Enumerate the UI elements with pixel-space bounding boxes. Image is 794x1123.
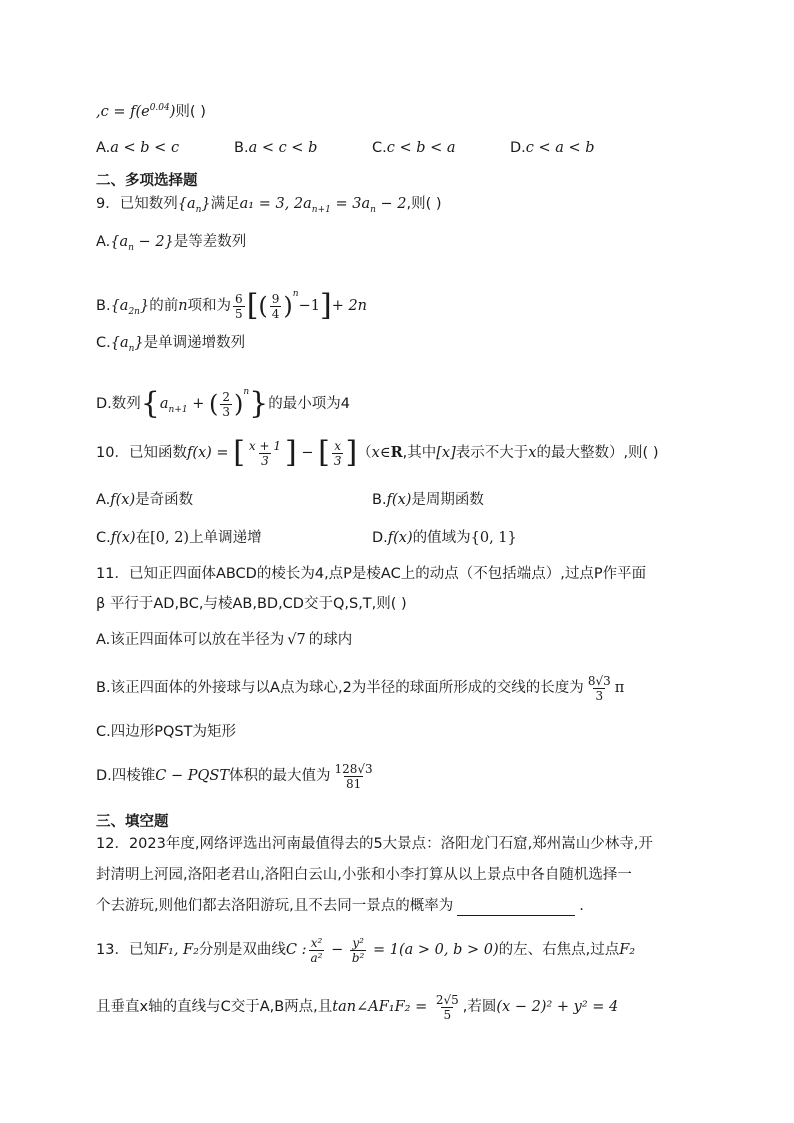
q10-text: 的最大整数）,则( ) <box>536 445 659 461</box>
option-text: 在 <box>135 530 151 546</box>
option-sub: n <box>128 343 135 354</box>
option-label: A. <box>96 234 111 250</box>
denominator: 81 <box>345 776 362 791</box>
c-def-math: ,c = f(e <box>96 103 150 120</box>
option-sub: n <box>128 242 134 253</box>
q10-option-d <box>372 528 517 548</box>
seq-math: {a <box>177 196 196 212</box>
cond-sub: n+1 <box>311 204 331 215</box>
denominator: 4 <box>271 306 280 321</box>
option-math: f(x) <box>386 492 412 508</box>
q10-stem <box>96 433 659 473</box>
bracket: ] <box>319 288 332 323</box>
option-text: 是等差数列 <box>173 234 247 250</box>
option-text: 的值域为 <box>412 530 471 546</box>
numerator: 9 <box>271 291 280 306</box>
option-sub: 2n <box>128 306 140 317</box>
bracket: ] <box>285 435 297 470</box>
fraction <box>350 936 367 965</box>
q10-option-a <box>96 490 193 510</box>
option-math: {a <box>110 298 129 314</box>
denominator: 3 <box>333 453 342 468</box>
option-text: 是周期函数 <box>411 492 484 508</box>
option-label: C. <box>372 140 387 156</box>
option-text: D.四棱锥 <box>96 768 156 784</box>
frag-option-b <box>234 138 317 158</box>
q13-text: 且垂直x轴的直线与C交于A,B两点,且 <box>96 999 333 1015</box>
section-3-title: 三、填空题 <box>96 814 169 830</box>
option-label: A. <box>96 140 111 156</box>
q11-stem-line2: β 平行于AD,BC,与棱AB,BD,CD交于Q,S,T,则( ) <box>96 596 407 612</box>
option-text: 是单调递增数列 <box>143 335 246 351</box>
q11-option-a <box>96 630 352 650</box>
option-math: f(x) <box>110 492 136 508</box>
denominator: 3 <box>595 688 604 703</box>
q13-line2 <box>96 985 618 1029</box>
option-math: {0, 1} <box>470 530 517 546</box>
option-math: c < b < a <box>386 140 456 156</box>
fraction <box>220 390 232 419</box>
cond-math: = 3a <box>330 196 371 212</box>
q13-line1 <box>96 928 635 972</box>
numerator: x² <box>310 935 323 950</box>
numerator: x <box>334 438 342 453</box>
q10-option-b <box>372 490 484 510</box>
numerator: 2√5 <box>435 992 459 1007</box>
option-label: B. <box>234 140 249 156</box>
numerator: 6 <box>235 291 243 306</box>
option-label: D. <box>96 396 112 412</box>
reals-symbol: R <box>390 444 403 461</box>
option-math: a < c < b <box>248 140 318 156</box>
option-text: 上单调递增 <box>189 530 262 546</box>
numerator: 128√3 <box>334 761 373 776</box>
option-label: B. <box>96 298 111 314</box>
q12-line2: 封清明上河园,洛阳老君山,洛阳白云山,小张和小李打算从以上景点中各自随机选择一 <box>96 867 632 883</box>
q9-option-b <box>96 272 367 334</box>
denominator: 5 <box>443 1007 452 1022</box>
numerator: x + 1 <box>248 438 281 453</box>
frag-option-a <box>96 138 179 158</box>
seq-sub: n <box>195 204 202 215</box>
paren: ) <box>234 390 244 418</box>
option-math: C − PQST <box>155 768 229 784</box>
function-math: f(x) = <box>186 445 234 461</box>
exponent: n <box>243 387 250 397</box>
q11-option-c: C.四边形PQST为矩形 <box>96 724 236 740</box>
q9-text: ,则( ) <box>406 196 442 212</box>
option-math: a <box>159 396 169 412</box>
bracket: [ <box>318 435 330 470</box>
option-math: a < b < c <box>110 140 180 156</box>
q13-math: F₁, F₂ <box>157 942 199 958</box>
option-math: } <box>134 335 144 351</box>
q9-stem <box>96 194 442 220</box>
q13-text: 13．已知 <box>96 942 158 958</box>
fraction <box>309 936 325 965</box>
q13-math: tan∠AF₁F₂ = <box>332 999 432 1015</box>
option-math: {a <box>110 234 129 250</box>
bracket: [ <box>233 435 245 470</box>
q10-text: （ <box>357 445 372 461</box>
fraction <box>434 993 461 1022</box>
option-text: 的前 <box>149 298 179 314</box>
q13-math: C : <box>285 942 307 958</box>
q9-text: 满足 <box>210 196 240 212</box>
numerator: y² <box>352 935 364 950</box>
option-text: 项和为 <box>187 298 232 314</box>
q10-text: 表示不大于 <box>455 445 529 461</box>
frag-option-d <box>510 138 595 158</box>
q9-text: 已知数列 <box>119 196 178 212</box>
denominator: 3 <box>261 453 269 468</box>
option-math: [0, 2) <box>150 530 190 546</box>
fraction <box>247 439 283 468</box>
fraction <box>233 292 245 321</box>
q9-option-d <box>96 370 350 432</box>
cond-math: a₁ = 3, 2a <box>239 196 312 212</box>
q12-text: 个去游玩,则他们都去洛阳游玩,且不去同一景点的概率为 <box>96 898 454 914</box>
denominator: 5 <box>235 306 243 321</box>
option-label: C. <box>96 335 111 351</box>
q12-text: . <box>579 898 584 914</box>
function-math: x∈ <box>371 445 391 461</box>
paren: ( <box>258 292 268 320</box>
option-math: − 2} <box>133 234 174 250</box>
numerator: 2 <box>222 389 230 404</box>
option-math: π <box>614 680 625 696</box>
option-label: D. <box>372 530 388 546</box>
then-text: 则( ) <box>175 103 206 120</box>
numerator: 8√3 <box>587 673 611 688</box>
function-math: x <box>528 445 537 461</box>
fraction <box>332 439 344 468</box>
question-number: 9． <box>96 196 120 212</box>
function-math: [x] <box>436 445 456 461</box>
option-math: √7 <box>287 632 306 648</box>
q13-text: ,若圆 <box>462 999 497 1015</box>
answer-blank[interactable] <box>457 901 575 916</box>
option-text: 体积的最大值为 <box>229 768 331 784</box>
section-2-title: 二、多项选择题 <box>96 173 198 189</box>
option-text: 的球内 <box>308 632 353 648</box>
seq-close: } <box>201 196 211 212</box>
option-math: f(x) <box>110 530 136 546</box>
paren: ) <box>283 292 293 320</box>
question-number: 10． <box>96 445 129 461</box>
option-math: n <box>178 298 188 314</box>
option-math: } <box>139 298 150 314</box>
denominator: a² <box>310 950 323 965</box>
bracket: [ <box>246 288 259 323</box>
frag-option-c <box>372 138 456 158</box>
cond-math: − 2 <box>375 196 407 212</box>
option-math: −1 <box>298 298 320 314</box>
function-math: − <box>296 445 319 461</box>
q10-text: ,其中 <box>402 445 437 461</box>
exponent: n <box>292 289 299 299</box>
option-math: + 2n <box>331 298 368 314</box>
bracket: ] <box>345 435 358 470</box>
q11-option-b <box>96 666 624 710</box>
q9-option-c <box>96 333 245 359</box>
cond-sub: n <box>370 204 376 215</box>
option-math: c < a < b <box>525 140 595 156</box>
q13-math: (x − 2)² + y² = 4 <box>496 999 619 1015</box>
q13-text: 分别是双曲线 <box>198 942 286 958</box>
q9-option-a <box>96 232 246 258</box>
option-text: B.该正四面体的外接球与以A点为球心,2为半径的球面所形成的交线的长度为 <box>96 680 584 696</box>
q12-line1: 12．2023年度,网络评选出河南最值得去的5大景点：洛阳龙门石窟,郑州嵩山少林寺,开 <box>96 836 653 852</box>
option-sub: n+1 <box>168 404 188 415</box>
c-exp: 0.04 <box>149 103 170 113</box>
option-label: C. <box>96 530 111 546</box>
brace: } <box>249 386 269 421</box>
option-text: 的最小项为4 <box>268 396 350 412</box>
q13-math: − <box>326 942 348 958</box>
q11-option-d <box>96 754 377 798</box>
c-definition-line <box>96 98 206 122</box>
option-text: A.该正四面体可以放在半径为 <box>96 632 285 648</box>
q10-text: 已知函数 <box>128 445 187 461</box>
paren: ( <box>208 390 219 418</box>
option-label: D. <box>510 140 526 156</box>
option-label: A. <box>96 492 111 508</box>
q12-line3 <box>96 896 584 916</box>
fraction <box>586 674 613 703</box>
option-label: B. <box>372 492 387 508</box>
q10-option-c <box>96 528 262 548</box>
q13-math: F₂ <box>619 942 636 958</box>
brace: { <box>140 386 160 421</box>
q13-text: 的左、右焦点,过点 <box>498 942 620 958</box>
c-close: ) <box>169 103 176 120</box>
option-math: + <box>187 396 209 412</box>
denominator: 3 <box>222 404 230 419</box>
option-math: f(x) <box>387 530 413 546</box>
fraction <box>333 762 375 791</box>
q11-stem-line1: 11．已知正四面体ABCD的棱长为4,点P是棱AC上的动点（不包括端点）,过点P作平面 <box>96 566 647 582</box>
option-text: 数列 <box>111 396 141 412</box>
fraction <box>270 292 282 321</box>
option-math: {a <box>110 335 129 351</box>
denominator: b² <box>351 950 365 965</box>
option-text: 是奇函数 <box>135 492 194 508</box>
q13-math: = 1(a > 0, b > 0) <box>368 942 499 958</box>
